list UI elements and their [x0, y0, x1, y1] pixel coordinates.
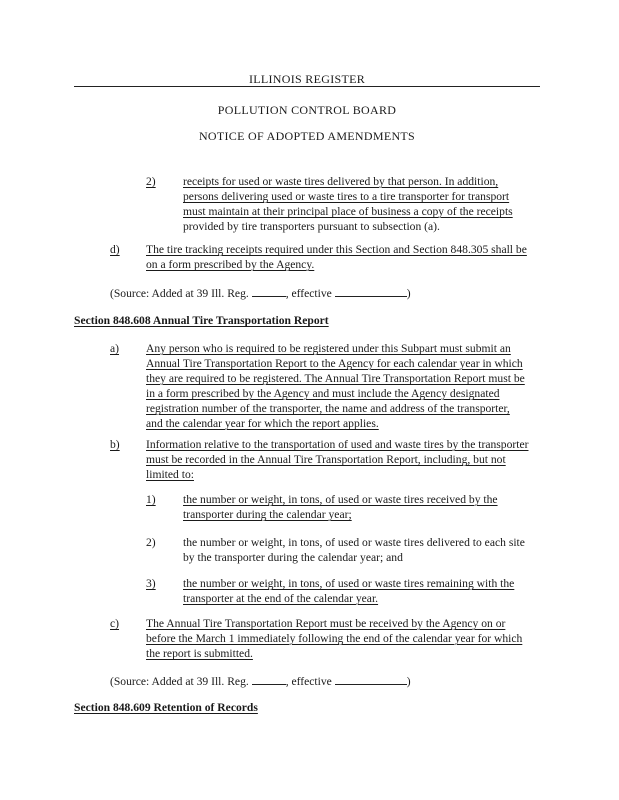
item-a-text: Any person who is required to be registered under this Subpart must submit an Annual Tire Transportation Report to the Agency for each calendar year in which they are required to be registered. The Annual Tire Transportation Report must be in a form prescribed by the Agency and must include the Agency designated registration number of the transporter, the name and address of the transporter, and the calendar year for which the report applies. — [146, 342, 525, 430]
item-d-text: The tire tracking receipts required under this Section and Section 848.305 shall be on a form prescribed by the Agency. — [146, 243, 527, 271]
item-2-text: receipts for used or waste tires delivered by that person. In addition, persons delivering used or waste tires to a tire transporter for transport must maintain at their principal place of business a copy of the receipts provided by tire transporters pursuant to subsection (a). — [183, 175, 513, 233]
source-note-1: (Source: Added at 39 Ill. Reg. , effective ) — [110, 287, 411, 300]
effective-blank — [335, 286, 407, 297]
reg-blank — [252, 674, 286, 685]
item-a-label: a) — [110, 342, 120, 355]
notice-title: NOTICE OF ADOPTED AMENDMENTS — [198, 129, 416, 143]
register-title: ILLINOIS REGISTER — [248, 72, 366, 86]
item-b2-label: 2) — [146, 536, 156, 549]
item-d-label: d) — [110, 243, 120, 256]
item-b1-text: the number or weight, in tons, of used or waste tires received by the transporter during the calendar year; — [183, 493, 498, 521]
board-name: POLLUTION CONTROL BOARD — [217, 103, 397, 117]
item-b3-label: 3) — [146, 577, 156, 590]
item-b-text: Information relative to the transportation of used and waste tires by the transporter must be recorded in the Annual Tire Transportation Report, including, but not limited to: — [146, 438, 529, 481]
item-c-label: c) — [110, 617, 120, 630]
item-b3-text: the number or weight, in tons, of used or waste tires remaining with the transporter at the end of the calendar year. — [183, 577, 515, 605]
section-848-609-heading: Section 848.609 Retention of Records — [74, 701, 258, 714]
item-b1-label: 1) — [146, 493, 156, 506]
item-b-label: b) — [110, 438, 120, 451]
reg-blank — [252, 286, 286, 297]
item-b2-text: the number or weight, in tons, of used or waste tires delivered to each site by the transporter during the calendar year; and — [183, 536, 525, 564]
header-rule — [74, 86, 540, 87]
item-2-label: 2) — [146, 175, 156, 188]
section-848-608-heading: Section 848.608 Annual Tire Transportation Report — [74, 314, 329, 327]
item-c-text: The Annual Tire Transportation Report must be received by the Agency on or before the March 1 immediately following the end of the calendar year for which the report is submitted. — [146, 617, 523, 660]
effective-blank — [335, 674, 407, 685]
source-note-2: (Source: Added at 39 Ill. Reg. , effective ) — [110, 675, 411, 688]
